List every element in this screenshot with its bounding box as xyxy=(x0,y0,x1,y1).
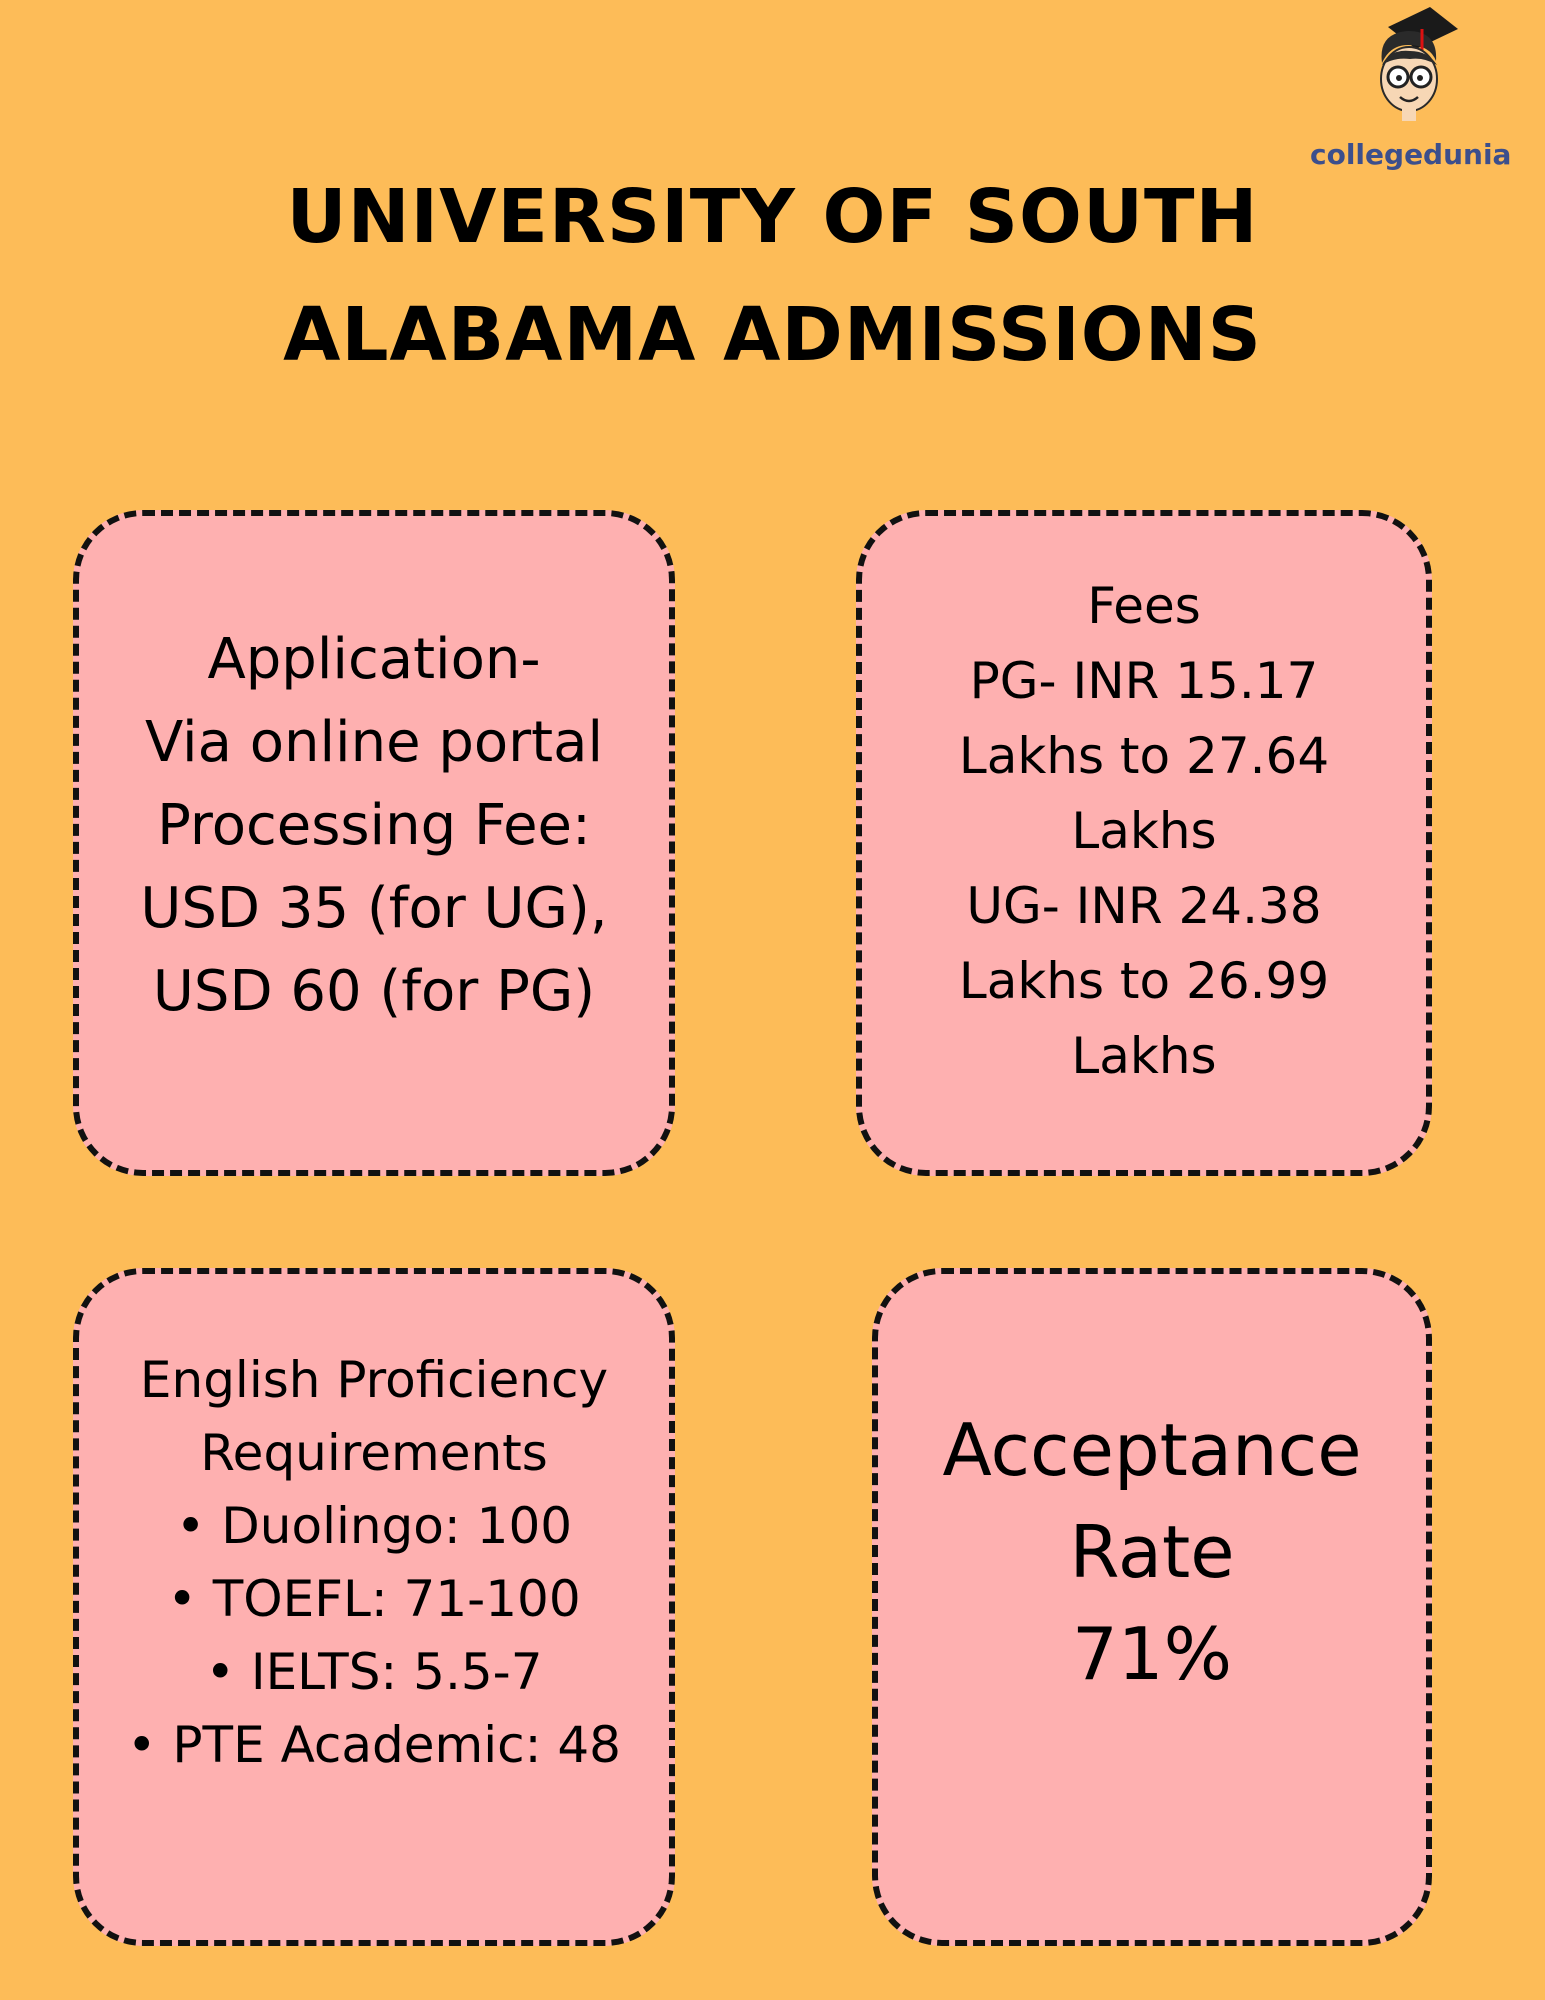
fees-heading: Fees xyxy=(1087,576,1201,635)
acceptance-value: 71% xyxy=(1071,1612,1233,1696)
application-line: Processing Fee: xyxy=(157,792,591,858)
page-title xyxy=(0,158,1545,394)
english-heading: English Proficiency xyxy=(139,1351,609,1409)
fees-line: Lakhs to 27.64 xyxy=(958,726,1330,785)
logo-wordmark: collegedunia xyxy=(1310,138,1512,171)
application-line: USD 60 (for PG) xyxy=(152,958,596,1024)
application-line: USD 35 (for UG), xyxy=(140,875,608,941)
fees-line: PG- INR 15.17 xyxy=(969,651,1319,710)
collegedunia-logo xyxy=(1310,5,1510,175)
title-line-2: ALABAMA ADMISSIONS xyxy=(283,292,1262,378)
fees-card xyxy=(856,510,1432,1176)
acceptance-label: Acceptance xyxy=(942,1408,1362,1492)
english-proficiency-card xyxy=(73,1268,675,1946)
fees-line: Lakhs xyxy=(1071,1026,1217,1085)
title-line-1: UNIVERSITY OF SOUTH xyxy=(286,174,1259,260)
english-requirement-item: • TOEFL: 71-100 xyxy=(167,1570,581,1628)
english-requirement-item: • IELTS: 5.5-7 xyxy=(205,1643,543,1701)
acceptance-rate-card xyxy=(872,1268,1432,1946)
mascot-icon xyxy=(1360,5,1460,135)
fees-line: Lakhs xyxy=(1071,801,1217,860)
application-card xyxy=(73,510,675,1176)
english-requirement-item: • Duolingo: 100 xyxy=(175,1497,573,1555)
english-heading: Requirements xyxy=(200,1424,548,1482)
application-line: Via online portal xyxy=(144,709,604,775)
acceptance-label: Rate xyxy=(1069,1510,1235,1594)
fees-line: UG- INR 24.38 xyxy=(966,876,1322,935)
fees-line: Lakhs to 26.99 xyxy=(958,951,1330,1010)
english-requirement-item: • PTE Academic: 48 xyxy=(127,1716,621,1774)
application-line: Application- xyxy=(207,626,541,692)
